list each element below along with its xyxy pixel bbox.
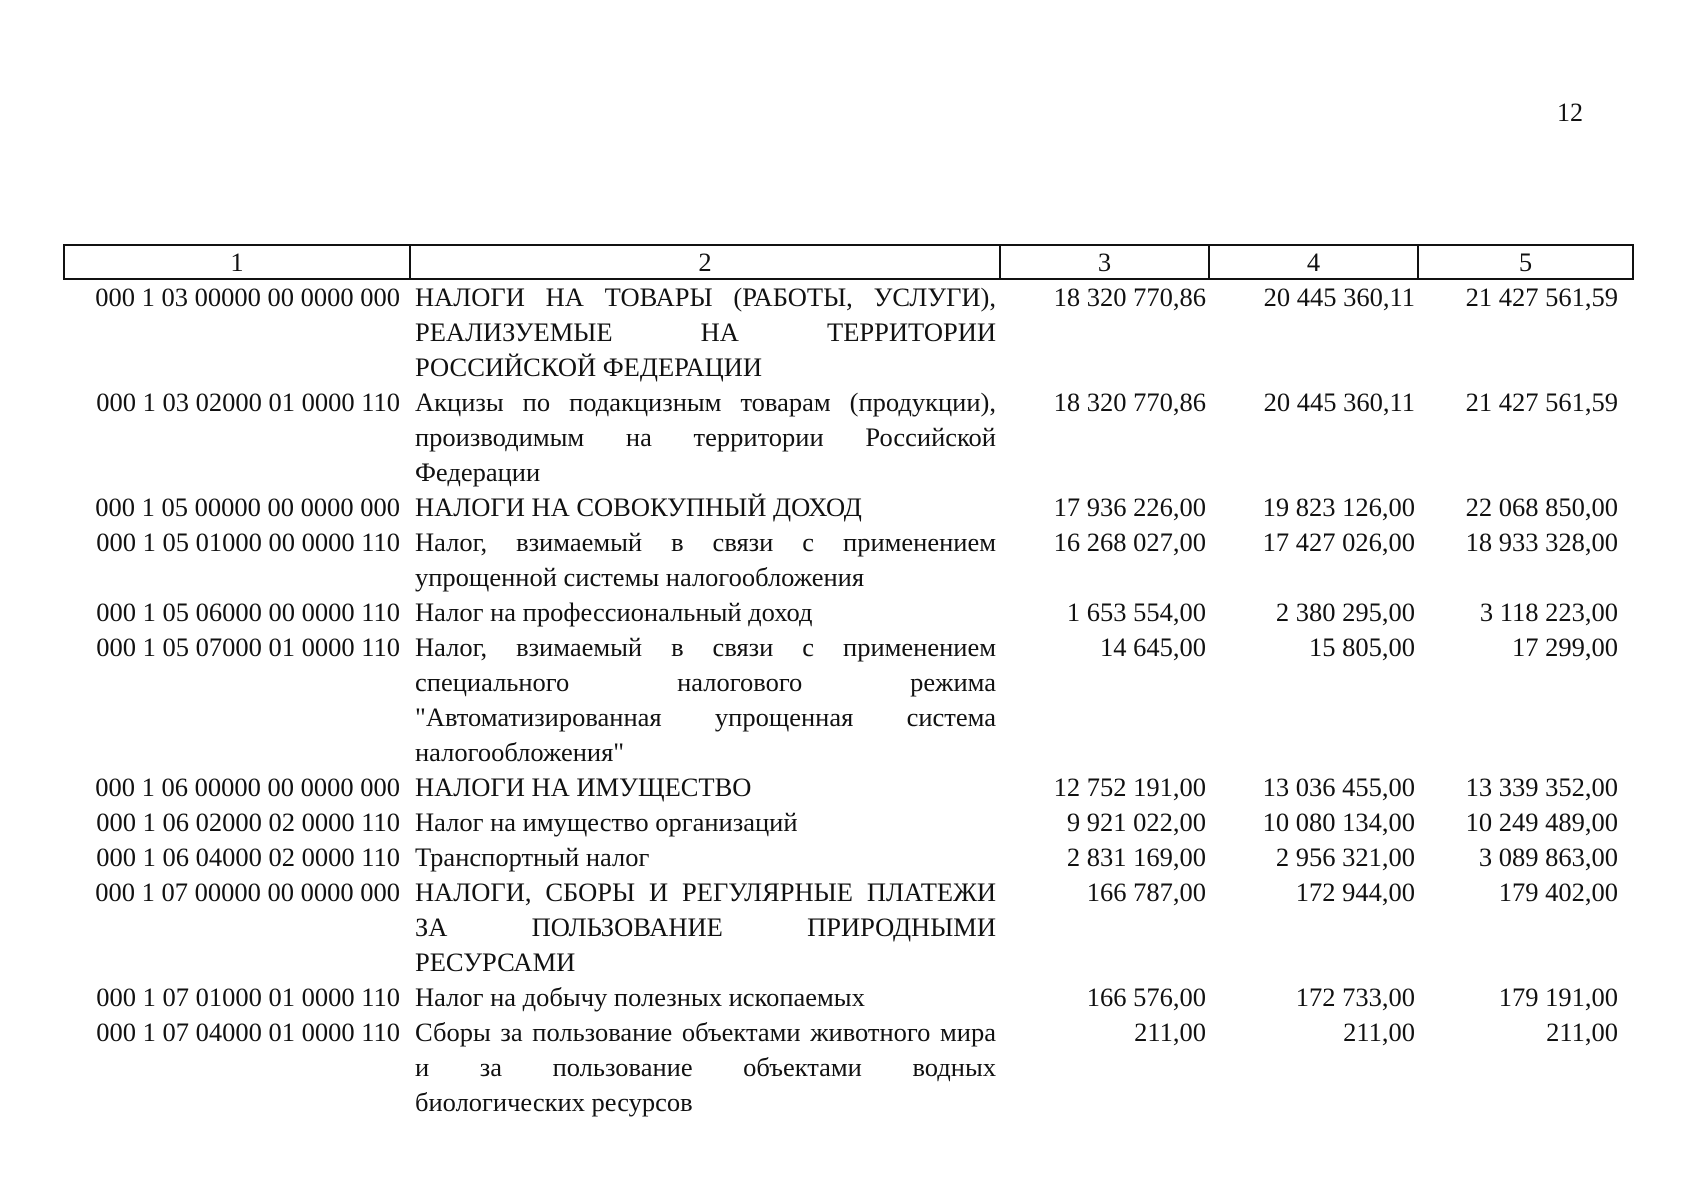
value-col-4: 17 427 026,00	[1262, 527, 1415, 557]
value-col-5: 21 427 561,59	[1465, 387, 1618, 417]
table-row	[64, 595, 1633, 630]
table-row	[64, 385, 1633, 490]
page-number: 12	[1557, 98, 1583, 127]
value-col-5: 18 933 328,00	[1465, 527, 1618, 557]
table-row	[64, 980, 1633, 1015]
header-cell: 4	[1209, 245, 1418, 279]
header-cell: 3	[1000, 245, 1209, 279]
classification-code: 000 1 07 04000 01 0000 110	[96, 1017, 400, 1047]
value-col-4: 13 036 455,00	[1262, 772, 1415, 802]
value-col-5: 179 402,00	[1498, 877, 1618, 907]
revenue-name: НАЛОГИ НА ИМУЩЕСТВО	[415, 772, 752, 802]
header-row	[64, 245, 1633, 279]
table-row	[64, 630, 1633, 770]
value-col-4: 19 823 126,00	[1262, 492, 1415, 522]
value-col-5: 22 068 850,00	[1465, 492, 1618, 522]
classification-code: 000 1 03 02000 01 0000 110	[96, 387, 400, 417]
budget-table-container	[63, 244, 1632, 1120]
table-row	[64, 805, 1633, 840]
value-col-3: 9 921 022,00	[1066, 807, 1206, 837]
value-col-5: 211,00	[1546, 1017, 1618, 1047]
classification-code: 000 1 06 00000 00 0000 000	[95, 772, 400, 802]
value-col-3: 17 936 226,00	[1053, 492, 1206, 522]
value-col-5: 3 089 863,00	[1478, 842, 1618, 872]
revenue-name: НАЛОГИ НА СОВОКУПНЫЙ ДОХОД	[415, 492, 862, 522]
value-col-5: 21 427 561,59	[1465, 282, 1618, 312]
header-cell: 1	[64, 245, 410, 279]
classification-code: 000 1 07 00000 00 0000 000	[95, 877, 400, 907]
value-col-4: 10 080 134,00	[1262, 807, 1415, 837]
value-col-3: 166 787,00	[1086, 877, 1206, 907]
revenue-name: Налог, взимаемый в связи с применением специального налогового режима "Автоматизированная упрощенная система налогообложения"	[415, 632, 996, 767]
table-row	[64, 1015, 1633, 1120]
classification-code: 000 1 07 01000 01 0000 110	[96, 982, 400, 1012]
table-row	[64, 525, 1633, 595]
value-col-3: 1 653 554,00	[1066, 597, 1206, 627]
revenue-name: НАЛОГИ, СБОРЫ И РЕГУЛЯРНЫЕ ПЛАТЕЖИ ЗА ПОЛЬЗОВАНИЕ ПРИРОДНЫМИ РЕСУРСАМИ	[415, 877, 996, 977]
header-cell: 2	[410, 245, 1000, 279]
classification-code: 000 1 05 07000 01 0000 110	[96, 632, 400, 662]
value-col-5: 10 249 489,00	[1465, 807, 1618, 837]
value-col-3: 211,00	[1134, 1017, 1206, 1047]
revenue-name: Налог, взимаемый в связи с применением упрощенной системы налогообложения	[415, 527, 996, 592]
value-col-5: 13 339 352,00	[1465, 772, 1618, 802]
value-col-3: 16 268 027,00	[1053, 527, 1206, 557]
table-row	[64, 875, 1633, 980]
classification-code: 000 1 06 02000 02 0000 110	[96, 807, 400, 837]
table-row	[64, 279, 1633, 385]
value-col-4: 20 445 360,11	[1263, 387, 1415, 417]
value-col-4: 2 956 321,00	[1275, 842, 1415, 872]
table-body	[64, 279, 1633, 1120]
value-col-3: 18 320 770,86	[1053, 387, 1206, 417]
value-col-5: 3 118 223,00	[1479, 597, 1618, 627]
value-col-3: 18 320 770,86	[1053, 282, 1206, 312]
table-row	[64, 770, 1633, 805]
value-col-4: 20 445 360,11	[1263, 282, 1415, 312]
revenue-name: НАЛОГИ НА ТОВАРЫ (РАБОТЫ, УСЛУГИ), РЕАЛИЗУЕМЫЕ НА ТЕРРИТОРИИ РОССИЙСКОЙ ФЕДЕРАЦИИ	[415, 282, 996, 382]
header-cell: 5	[1418, 245, 1633, 279]
value-col-3: 2 831 169,00	[1066, 842, 1206, 872]
value-col-4: 211,00	[1343, 1017, 1415, 1047]
revenue-name: Сборы за пользование объектами животного мира и за пользование объектами водных биологических ресурсов	[415, 1017, 996, 1117]
classification-code: 000 1 05 01000 00 0000 110	[96, 527, 400, 557]
table-row	[64, 490, 1633, 525]
value-col-3: 12 752 191,00	[1053, 772, 1206, 802]
revenue-name: Налог на профессиональный доход	[415, 597, 813, 627]
classification-code: 000 1 05 00000 00 0000 000	[95, 492, 400, 522]
value-col-4: 172 944,00	[1295, 877, 1415, 907]
value-col-5: 179 191,00	[1498, 982, 1618, 1012]
table-header	[64, 245, 1633, 279]
value-col-4: 2 380 295,00	[1275, 597, 1415, 627]
classification-code: 000 1 06 04000 02 0000 110	[96, 842, 400, 872]
table-row	[64, 840, 1633, 875]
value-col-4: 172 733,00	[1295, 982, 1415, 1012]
revenue-name: Налог на имущество организаций	[415, 807, 798, 837]
value-col-4: 15 805,00	[1309, 632, 1415, 662]
revenue-name: Акцизы по подакцизным товарам (продукции), производимым на территории Российской Федерации	[415, 387, 996, 487]
budget-revenue-table	[63, 244, 1634, 1120]
revenue-name: Транспортный налог	[415, 842, 650, 872]
value-col-3: 166 576,00	[1086, 982, 1206, 1012]
revenue-name: Налог на добычу полезных ископаемых	[415, 982, 865, 1012]
value-col-5: 17 299,00	[1512, 632, 1618, 662]
classification-code: 000 1 05 06000 00 0000 110	[96, 597, 400, 627]
value-col-3: 14 645,00	[1100, 632, 1206, 662]
classification-code: 000 1 03 00000 00 0000 000	[95, 282, 400, 312]
